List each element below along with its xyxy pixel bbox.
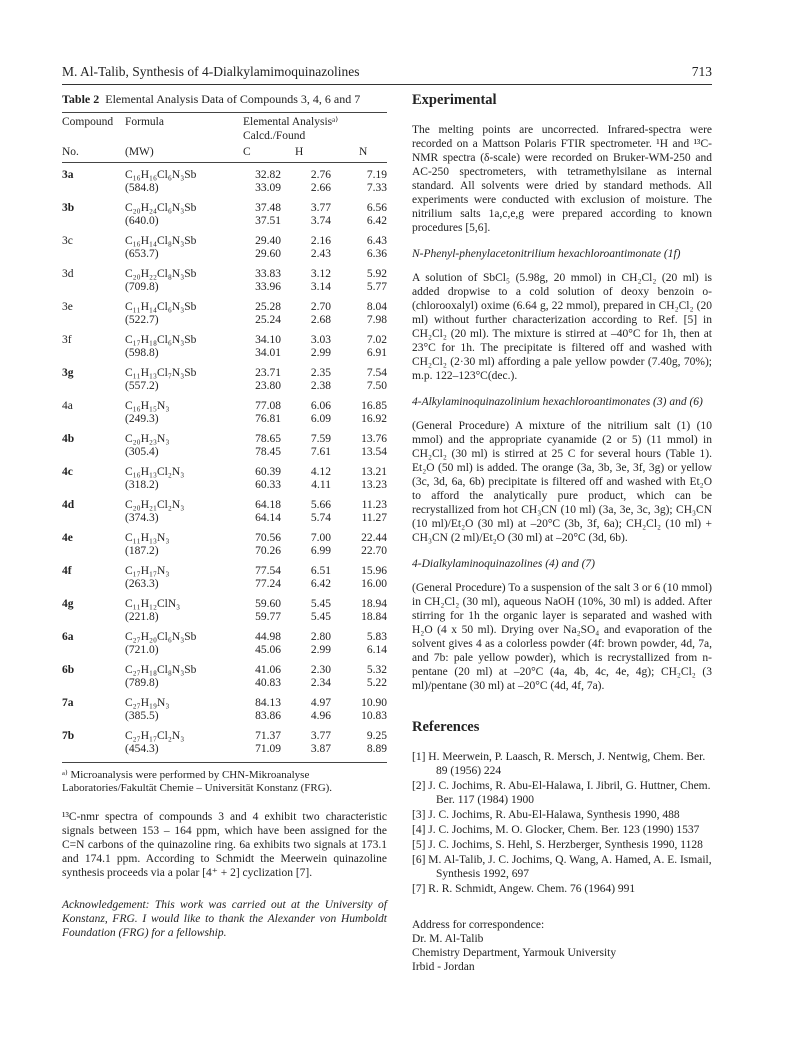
- found-c: 83.86: [255, 710, 281, 722]
- molecular-weight: (640.0): [125, 215, 159, 227]
- calc-c: 37.48: [255, 201, 281, 214]
- calc-c: 32.82: [255, 168, 281, 181]
- table-row-found: [62, 644, 387, 658]
- reference-list: [412, 750, 712, 896]
- found-h: 2.99: [310, 644, 331, 656]
- col-formula: Formula: [125, 116, 164, 128]
- table-row: [62, 295, 387, 315]
- table-row: [62, 592, 387, 612]
- table-row-found: [62, 281, 387, 295]
- calc-h: 3.12: [310, 267, 331, 280]
- found-h: 2.38: [310, 380, 331, 392]
- formula: C₂₀H₂₁Cl₂N₃: [125, 498, 185, 511]
- molecular-weight: (557.2): [125, 380, 159, 392]
- found-c: 45.06: [255, 644, 281, 656]
- found-h: 5.45: [310, 611, 331, 623]
- found-c: 40.83: [255, 677, 281, 689]
- table-row: [62, 427, 387, 447]
- calc-h: 6.51: [310, 564, 331, 577]
- table-row-found: [62, 182, 387, 196]
- found-n: 6.42: [366, 215, 388, 227]
- calc-n: 15.96: [361, 564, 388, 577]
- table-footnote: ᵃ⁾ Microanalysis were performed by CHN-Mikroanalyse Laboratories/Fakultät Chemie – Universität Konstanz (FRG).: [62, 768, 333, 794]
- calc-c: 41.06: [255, 663, 281, 676]
- calc-n: 7.54: [366, 366, 388, 379]
- found-h: 3.87: [310, 743, 331, 755]
- formula: C₁₇H₁₇N₃: [125, 564, 170, 577]
- calc-c: 64.18: [255, 498, 281, 511]
- calc-n: 7.19: [366, 168, 388, 181]
- running-header: [62, 64, 712, 84]
- formula: C₁₆H₁₃Cl₂N₃: [125, 465, 185, 478]
- found-n: 8.89: [366, 743, 388, 755]
- right-column: [412, 92, 712, 974]
- found-h: 2.99: [310, 347, 331, 359]
- formula: C₁₇H₁₈Cl₆N₃Sb: [125, 333, 197, 346]
- found-c: 71.09: [255, 743, 281, 755]
- col-c: C: [243, 146, 251, 158]
- spacer: [62, 710, 125, 724]
- molecular-weight: (653.7): [125, 248, 159, 260]
- found-c: 33.09: [255, 182, 281, 194]
- table-row: [62, 394, 387, 414]
- formula: C₁₆H₁₅N₃: [125, 399, 170, 412]
- table-row-found: [62, 215, 387, 229]
- address-block: [412, 918, 712, 974]
- calc-h: 2.70: [310, 300, 331, 313]
- calc-n: 22.44: [361, 531, 388, 544]
- molecular-weight: (584.8): [125, 182, 159, 194]
- calc-n: 5.92: [366, 267, 388, 280]
- calc-c: 44.98: [255, 630, 281, 643]
- reference-item: [5] J. C. Jochims, S. Hehl, S. Herzberger, Synthesis 1990, 1128: [412, 839, 703, 851]
- table-row: [62, 460, 387, 480]
- calc-n: 16.85: [361, 399, 388, 412]
- address-label: Address for correspondence:: [412, 919, 545, 931]
- compound-no: 3a: [62, 168, 74, 181]
- subsection-4-7-text: (General Procedure) To a suspension of the salt 3 or 6 (10 mmol) in CH₂Cl₂ (30 ml), aqueous NaOH (10%, 30 ml) is added. After stirring for 1h the organic layer is separated and washed with H₂O (4 x 50 ml). Drying over Na₂SO₄ and evaporation of the solvent gives 4 as a colorless powder (4f: brown powder, 4d, 7a, and 7b: pale yellow powder), which is recrystallized from n-pentane (20 ml) at –20°C (4a, 4b, 4c, 4e, 4g); CH₂Cl₂ (3 ml)/pentane (30 ml) at –20°C (4d, 4f, 7a).: [412, 582, 712, 692]
- found-n: 6.36: [366, 248, 388, 260]
- subsection-4-7-title: 4-Dialkylaminoquinazolines (4) and (7): [412, 558, 596, 570]
- molecular-weight: (318.2): [125, 479, 159, 491]
- calc-h: 3.03: [310, 333, 331, 346]
- calc-c: 70.56: [255, 531, 281, 544]
- page-number: 713: [691, 64, 712, 79]
- compound-no: 4b: [62, 432, 75, 445]
- molecular-weight: (522.7): [125, 314, 159, 326]
- found-c: 23.80: [255, 380, 281, 392]
- formula: C₁₁H₁₂ClN₃: [125, 597, 181, 610]
- table-row-found: [62, 677, 387, 691]
- table-row-found: [62, 413, 387, 427]
- found-h: 6.99: [310, 545, 331, 557]
- table-row-found: [62, 479, 387, 493]
- found-n: 10.83: [361, 710, 388, 722]
- found-c: 25.24: [255, 314, 281, 326]
- table-row-found: [62, 611, 387, 625]
- calc-c: 60.39: [255, 465, 281, 478]
- calc-h: 2.16: [310, 234, 331, 247]
- found-n: 13.23: [361, 479, 388, 491]
- calc-n: 6.56: [366, 201, 388, 214]
- reference-item: [6] M. Al-Talib, J. C. Jochims, Q. Wang, A. Hamed, A. E. Ismail, Synthesis 1992, 697: [412, 854, 712, 880]
- found-n: 7.50: [366, 380, 388, 392]
- calc-h: 2.80: [310, 630, 331, 643]
- found-h: 3.74: [310, 215, 331, 227]
- col-calcd-found: Calcd./Found: [243, 129, 306, 142]
- reference-item: [3] J. C. Jochims, R. Abu-El-Halawa, Synthesis 1990, 488: [412, 809, 680, 821]
- table-label: Table 2: [62, 92, 100, 106]
- table-row: [62, 163, 387, 183]
- reference-item: [1] H. Meerwein, P. Laasch, R. Mersch, J. Nentwig, Chem. Ber. 89 (1956) 224: [412, 751, 706, 777]
- table-bottom-rule: [62, 762, 387, 763]
- found-c: 76.81: [255, 413, 281, 425]
- calc-c: 25.28: [255, 300, 281, 313]
- table-row: [62, 196, 387, 216]
- compound-no: 3d: [62, 267, 74, 280]
- calc-c: 84.13: [255, 696, 281, 709]
- compound-no: 6a: [62, 630, 74, 643]
- subsection-1f-title: N-Phenyl-phenylacetonitrilium hexachloroantimonate (1f): [412, 248, 681, 260]
- found-h: 6.42: [310, 578, 331, 590]
- table-row: [62, 229, 387, 249]
- address-name: Dr. M. Al-Talib: [412, 933, 484, 945]
- found-n: 6.14: [366, 644, 388, 656]
- spacer: [62, 446, 125, 460]
- compound-no: 4d: [62, 498, 75, 511]
- found-n: 13.54: [361, 446, 388, 458]
- table-row: [62, 262, 387, 282]
- molecular-weight: (385.5): [125, 710, 159, 722]
- compound-no: 7a: [62, 696, 74, 709]
- table-row: [62, 658, 387, 678]
- molecular-weight: (709.8): [125, 281, 159, 293]
- spacer: [62, 281, 125, 295]
- calc-h: 5.66: [310, 498, 331, 511]
- calc-n: 5.32: [366, 663, 388, 676]
- address-dept: Chemistry Department, Yarmouk University: [412, 947, 617, 959]
- found-c: 34.01: [255, 347, 281, 359]
- compound-no: 3f: [62, 333, 72, 346]
- spacer: [62, 413, 125, 427]
- found-n: 18.84: [361, 611, 388, 623]
- found-h: 2.34: [310, 677, 331, 689]
- calc-h: 7.59: [310, 432, 331, 445]
- spacer: [62, 182, 125, 196]
- col-no: No.: [62, 146, 79, 158]
- spacer: [62, 743, 125, 757]
- spacer: [62, 578, 125, 592]
- molecular-weight: (598.8): [125, 347, 159, 359]
- spacer: [62, 479, 125, 493]
- found-c: 29.60: [255, 248, 281, 260]
- col-h: H: [295, 146, 304, 158]
- found-c: 60.33: [255, 479, 281, 491]
- found-n: 22.70: [361, 545, 388, 557]
- found-c: 59.77: [255, 611, 281, 623]
- table-row-found: [62, 248, 387, 262]
- molecular-weight: (187.2): [125, 545, 159, 557]
- found-c: 64.14: [255, 512, 281, 524]
- found-c: 77.24: [255, 578, 281, 590]
- table-caption: [62, 92, 387, 108]
- calc-h: 2.30: [310, 663, 331, 676]
- calc-c: 29.40: [255, 234, 281, 247]
- molecular-weight: (454.3): [125, 743, 159, 755]
- calc-c: 78.65: [255, 432, 281, 445]
- nmr-paragraph: ¹³C-nmr spectra of compounds 3 and 4 exhibit two characteristic signals between 153 – 164 ppm, which have been assigned for the C=N carbons of the quinazoline ring. 6a exhibits two signals at 173.1 and 174.1 ppm. According to Schmidt the Meerwein quinazoline synthesis proceeds via a polar [4⁺ + 2] cyclization [7].: [62, 810, 387, 879]
- address-city: Irbid - Jordan: [412, 961, 475, 973]
- spacer: [62, 347, 125, 361]
- calc-c: 71.37: [255, 729, 281, 742]
- compound-no: 3c: [62, 234, 73, 247]
- table-row-found: [62, 380, 387, 394]
- calc-n: 18.94: [361, 597, 388, 610]
- found-h: 5.74: [310, 512, 331, 524]
- found-n: 5.22: [366, 677, 388, 689]
- running-title: M. Al-Talib, Synthesis of 4-Dialkylamimoquinazolines: [62, 64, 360, 79]
- found-h: 2.66: [310, 182, 331, 194]
- calc-n: 13.76: [361, 432, 388, 445]
- formula: C₁₁H₁₃N₃: [125, 531, 170, 544]
- formula: C₂₇H₁₇Cl₂N₃: [125, 729, 185, 742]
- compound-no: 3b: [62, 201, 75, 214]
- reference-item: [4] J. C. Jochims, M. O. Glocker, Chem. Ber. 123 (1990) 1537: [412, 824, 700, 836]
- calc-h: 4.12: [310, 465, 331, 478]
- table-row-found: [62, 578, 387, 592]
- molecular-weight: (789.8): [125, 677, 159, 689]
- calc-n: 9.25: [366, 729, 388, 742]
- spacer: [62, 611, 125, 625]
- molecular-weight: (305.4): [125, 446, 159, 458]
- molecular-weight: (221.8): [125, 611, 159, 623]
- found-n: 5.77: [366, 281, 388, 293]
- found-c: 70.26: [255, 545, 281, 557]
- formula: C₂₀H₂₄Cl₆N₃Sb: [125, 201, 197, 214]
- spacer: [62, 512, 125, 526]
- found-c: 33.96: [255, 281, 281, 293]
- col-mw: (MW): [125, 146, 154, 158]
- found-n: 16.00: [361, 578, 388, 590]
- formula: C₂₇H₁₉N₃: [125, 696, 170, 709]
- table-row-found: [62, 347, 387, 361]
- compound-no: 4a: [62, 399, 73, 412]
- col-analysis: Elemental Analysisᵃ⁾: [243, 116, 339, 128]
- spacer: [62, 677, 125, 691]
- acknowledgement: Acknowledgement: This work was carried out at the University of Konstanz, FRG. I would like to thank the Alexander von Humboldt Foundation (FRG) for a fellowship.: [62, 898, 387, 939]
- found-h: 3.14: [310, 281, 331, 293]
- references-heading: References: [412, 719, 480, 735]
- formula: C₁₁H₁₄Cl₆N₃Sb: [125, 300, 197, 313]
- spacer: [62, 215, 125, 229]
- calc-n: 6.43: [366, 234, 388, 247]
- reference-item: [2] J. C. Jochims, R. Abu-El-Halawa, I. Jibril, G. Huttner, Chem. Ber. 117 (1984) 1900: [412, 780, 711, 806]
- found-n: 7.98: [366, 314, 388, 326]
- formula: C₂₇H₂₀Cl₆N₃Sb: [125, 630, 197, 643]
- subsection-1f-text: A solution of SbCl₅ (5.98g, 20 mmol) in CH₂Cl₂ (20 ml) is added dropwise to a cold solution of deoxy benzoin o-(chlorooxalyl) oxime (6.64 g, 22 mmol), prepared in CH₂Cl₂ (20 ml) without further characterization according to Ref. [5] in CH₂Cl₂ (20 ml). The mixture is stirred at –40°C for 1h, then at 23°C for 1h. The precipitate is filtered off and washed with CH₂Cl₂ (2·30 ml) affording a pale yellow powder (7.40g, 70%); m.p. 122–123°C(dec.).: [412, 272, 712, 382]
- table-row-found: [62, 743, 387, 757]
- formula: C₁₁H₁₃Cl₇N₃Sb: [125, 366, 197, 379]
- subsection-3-6-title: 4-Alkylaminoquinazolinium hexachloroantimonates (3) and (6): [412, 396, 703, 408]
- experimental-intro: The melting points are uncorrected. Infrared-spectra were recorded on a Mattson Polaris FTIR spectrometer. ¹H and ¹³C-NMR spectra (δ-scale) were recorded on Bruker-WM-250 and AC-250 spectrometers, with tetramethylsilane as internal standard. All solvents were dried by standard methods. All experiments were conducted with exclusion of moisture. The nitrilium salts 1a,c,e,g were prepared according to known procedures [5,6].: [412, 124, 712, 234]
- found-n: 16.92: [361, 413, 388, 425]
- spacer: [62, 644, 125, 658]
- calc-h: 7.00: [310, 531, 331, 544]
- calc-h: 3.77: [310, 729, 331, 742]
- calc-n: 7.02: [366, 333, 388, 346]
- formula: C₁₆H₁₄Cl₈N₃Sb: [125, 234, 197, 247]
- col-n: N: [359, 146, 368, 158]
- found-h: 4.96: [310, 710, 331, 722]
- spacer: [62, 545, 125, 559]
- table-row: [62, 493, 387, 513]
- reference-item: [7] R. R. Schmidt, Angew. Chem. 76 (1964) 991: [412, 883, 636, 895]
- found-h: 2.68: [310, 314, 331, 326]
- table-row-found: [62, 710, 387, 724]
- calc-c: 33.83: [255, 267, 281, 280]
- formula: C₂₀H₂₃N₃: [125, 432, 170, 445]
- found-c: 78.45: [255, 446, 281, 458]
- compound-no: 6b: [62, 663, 75, 676]
- table-row-found: [62, 446, 387, 460]
- elemental-analysis-table: [62, 113, 387, 757]
- molecular-weight: (263.3): [125, 578, 159, 590]
- compound-no: 3e: [62, 300, 73, 313]
- found-n: 11.27: [361, 512, 388, 524]
- molecular-weight: (374.3): [125, 512, 159, 524]
- calc-h: 2.35: [310, 366, 331, 379]
- calc-h: 5.45: [310, 597, 331, 610]
- formula: C₂₇H₁₈Cl₈N₃Sb: [125, 663, 197, 676]
- table-row: [62, 526, 387, 546]
- subsection-3-6-text: (General Procedure) A mixture of the nitrilium salt (1) (10 mmol) and the appropriate cyanamide (2 or 5) (11 mmol) in CH₂Cl₂ (30 ml) is stirred at 25 C for several hours (Table 1). Et₂O (50 ml) is added. The orange (3a, 3b, 3e, 3f, 3g) or yellow (3c, 3d, 6a, 6b) precipitate is filtered off and washed with Et₂O to afford the analytically pure product, which can be recrystallized from hot CH₃CN (10 ml) (3a, 3e, 3c, 3g); CH₃CN (10 ml)/Et₂O (30 ml) at –20°C (3b, 3f, 6a); CH₂Cl₂ (10 ml) + CH₃CN (2 ml)/Et₂O (30 ml) at –20°C (3d, 6b).: [412, 420, 712, 544]
- calc-c: 23.71: [255, 366, 281, 379]
- table-row-found: [62, 545, 387, 559]
- molecular-weight: (721.0): [125, 644, 159, 656]
- table-row: [62, 361, 387, 381]
- spacer: [62, 248, 125, 262]
- calc-n: 13.21: [361, 465, 388, 478]
- formula: C₁₆H₁₆Cl₆N₃Sb: [125, 168, 197, 181]
- calc-c: 34.10: [255, 333, 281, 346]
- found-h: 4.11: [311, 479, 331, 491]
- calc-h: 4.97: [310, 696, 331, 709]
- compound-no: 3g: [62, 366, 74, 379]
- compound-no: 4f: [62, 564, 72, 577]
- compound-no: 4g: [62, 597, 74, 610]
- compound-no: 4c: [62, 465, 73, 478]
- header-rule: [62, 84, 712, 85]
- calc-n: 10.90: [361, 696, 388, 709]
- found-h: 7.61: [310, 446, 331, 458]
- calc-h: 6.06: [310, 399, 331, 412]
- left-column: [62, 92, 387, 940]
- found-h: 2.43: [310, 248, 331, 260]
- molecular-weight: (249.3): [125, 413, 159, 425]
- table-row: [62, 328, 387, 348]
- spacer: [62, 380, 125, 394]
- calc-c: 77.08: [255, 399, 281, 412]
- table-caption-text: Elemental Analysis Data of Compounds 3, 4, 6 and 7: [105, 92, 361, 106]
- calc-n: 5.83: [366, 630, 388, 643]
- experimental-heading: Experimental: [412, 92, 497, 108]
- formula: C₂₀H₂₂Cl₈N₃Sb: [125, 267, 197, 280]
- found-c: 37.51: [255, 215, 281, 227]
- table-row-found: [62, 512, 387, 526]
- compound-no: 4e: [62, 531, 73, 544]
- compound-no: 7b: [62, 729, 75, 742]
- calc-c: 77.54: [255, 564, 281, 577]
- table-row: [62, 691, 387, 711]
- spacer: [62, 314, 125, 328]
- calc-n: 11.23: [361, 498, 388, 511]
- found-h: 6.09: [310, 413, 331, 425]
- calc-c: 59.60: [255, 597, 281, 610]
- found-n: 7.33: [366, 182, 388, 194]
- found-n: 6.91: [366, 347, 388, 359]
- table-row: [62, 724, 387, 744]
- calc-h: 3.77: [310, 201, 331, 214]
- calc-n: 8.04: [366, 300, 388, 313]
- calc-h: 2.76: [310, 168, 331, 181]
- col-compound: Compound: [62, 116, 114, 128]
- table-row: [62, 625, 387, 645]
- table-row-found: [62, 314, 387, 328]
- table-row: [62, 559, 387, 579]
